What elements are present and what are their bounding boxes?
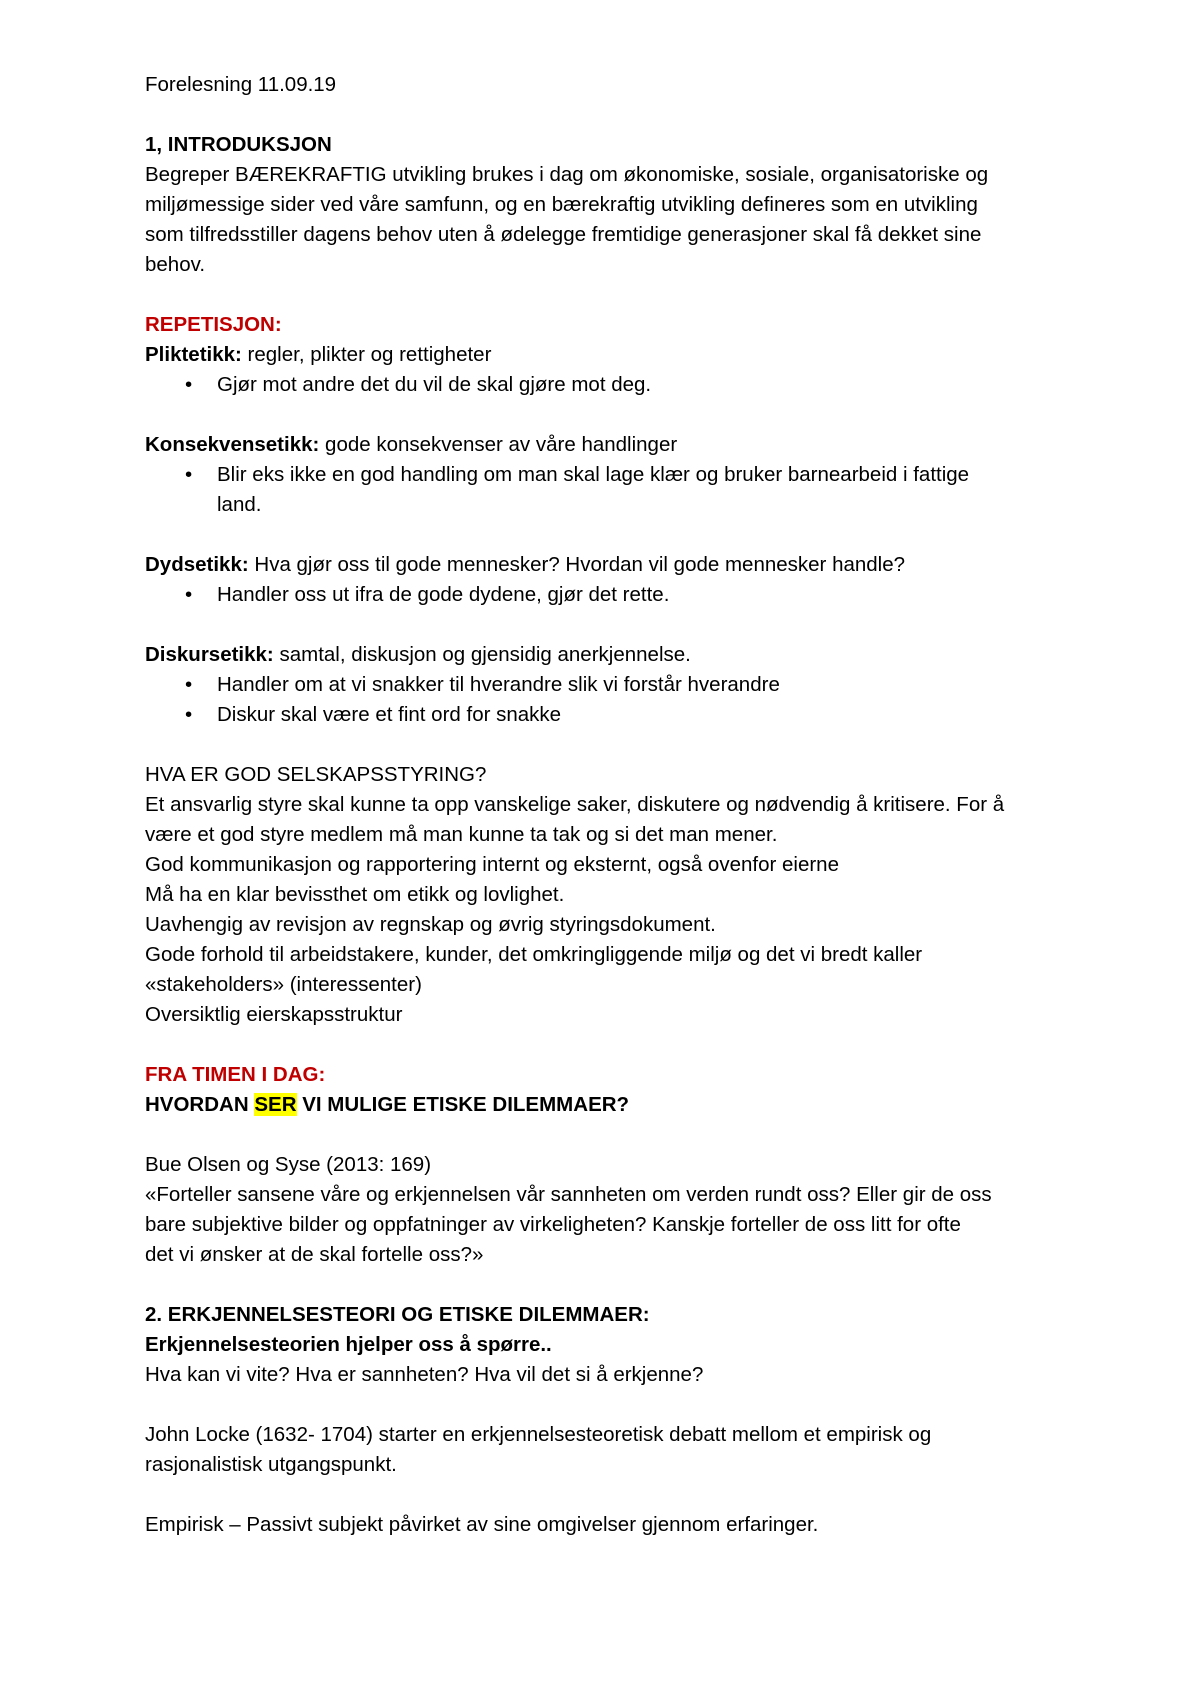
paragraph-line: Gode forhold til arbeidstakere, kunder, det omkringliggende miljø og det vi bredt kaller xyxy=(145,943,923,966)
spacer xyxy=(145,400,1085,430)
definition-text: regler, plikter og rettigheter xyxy=(241,343,492,366)
bullet-item-continued: land. xyxy=(217,493,262,516)
paragraph-line: Empirisk – Passivt subjekt påvirket av sine omgivelser gjennom erfaringer. xyxy=(145,1513,819,1536)
spacer xyxy=(145,1390,1085,1420)
paragraph-line: rasjonalistisk utgangspunkt. xyxy=(145,1453,397,1476)
term: Dydsetikk: xyxy=(145,553,249,576)
paragraph-line: behov. xyxy=(145,253,206,276)
section-heading-governance: HVA ER GOD SELSKAPSSTYRING? xyxy=(145,763,487,786)
definition-konsekvens xyxy=(145,430,1085,460)
definition-text: gode konsekvenser av våre handlinger xyxy=(319,433,678,456)
definition-diskurs xyxy=(145,640,1085,670)
document-title: Forelesning 11.09.19 xyxy=(145,73,337,96)
spacer xyxy=(145,520,1085,550)
definition-plikt xyxy=(145,340,1085,370)
bullet-item: • Gjør mot andre det du vil de skal gjøre mot deg. xyxy=(145,370,1085,400)
spacer xyxy=(145,610,1085,640)
bullet-icon: • xyxy=(185,463,193,486)
bullet-item: • Handler oss ut ifra de gode dydene, gjør det rette. xyxy=(145,580,1085,610)
today-question: HVORDAN SER VI MULIGE ETISKE DILEMMAER? xyxy=(145,1093,630,1116)
spacer xyxy=(145,1120,1085,1150)
paragraph-line: miljømessige sider ved våre samfunn, og en bærekraftig utvikling defineres som en utvikling xyxy=(145,193,978,216)
bullet-item: • Diskur skal være et fint ord for snakke xyxy=(145,700,1085,730)
quote-line: det vi ønsker at de skal fortelle oss?» xyxy=(145,1243,484,1266)
spacer xyxy=(145,1270,1085,1300)
paragraph-line: Et ansvarlig styre skal kunne ta opp vanskelige saker, diskutere og nødvendig å kritisere. For å xyxy=(145,793,1005,816)
quote-line: «Forteller sansene våre og erkjennelsen vår sannheten om verden rundt oss? Eller gir de oss xyxy=(145,1183,992,1206)
paragraph-line: Oversiktlig eierskapsstruktur xyxy=(145,1003,403,1026)
term: Konsekvensetikk: xyxy=(145,433,320,456)
bullet-item: • Handler om at vi snakker til hverandre slik vi forstår hverandre xyxy=(145,670,1085,700)
section-heading-intro: 1, INTRODUKSJON xyxy=(145,133,332,156)
spacer xyxy=(145,1480,1085,1510)
bullet-item: • Blir eks ikke en god handling om man skal lage klær og bruker barnearbeid i fattige xyxy=(145,460,1085,490)
paragraph-line: Hva kan vi vite? Hva er sannheten? Hva vil det si å erkjenne? xyxy=(145,1363,704,1386)
definition-text: Hva gjør oss til gode mennesker? Hvordan vil gode mennesker handle? xyxy=(248,553,906,576)
bullet-icon: • xyxy=(185,373,193,396)
paragraph-line: Må ha en klar bevissthet om etikk og lovlighet. xyxy=(145,883,565,906)
paragraph-line: John Locke (1632- 1704) starter en erkjennelsesteoretisk debatt mellom et empirisk og xyxy=(145,1423,932,1446)
quote-line: bare subjektive bilder og oppfatninger av virkeligheten? Kanskje forteller de oss litt for ofte xyxy=(145,1213,961,1236)
term: Pliktetikk: xyxy=(145,343,242,366)
section-heading-repetition: REPETISJON: xyxy=(145,313,282,336)
paragraph-line: Uavhengig av revisjon av regnskap og øvrig styringsdokument. xyxy=(145,913,716,936)
definition-dyd xyxy=(145,550,1085,580)
term: Diskursetikk: xyxy=(145,643,274,666)
definition-text: samtal, diskusjon og gjensidig anerkjennelse. xyxy=(273,643,691,666)
paragraph-line: «stakeholders» (interessenter) xyxy=(145,973,422,996)
section-heading-epistemology: 2. ERKJENNELSESTEORI OG ETISKE DILEMMAER: xyxy=(145,1303,650,1326)
spacer xyxy=(145,1030,1085,1060)
paragraph-line: som tilfredsstiller dagens behov uten å ødelegge fremtidige generasjoner skal få dekket sine xyxy=(145,223,982,246)
spacer xyxy=(145,280,1085,310)
bullet-icon: • xyxy=(185,583,193,606)
paragraph-line: være et god styre medlem må man kunne ta tak og si det man mener. xyxy=(145,823,778,846)
subheading: Erkjennelsesteorien hjelper oss å spørre.. xyxy=(145,1333,552,1356)
paragraph-line: God kommunikasjon og rapportering internt og eksternt, også ovenfor eierne xyxy=(145,853,839,876)
paragraph-line: Begreper BÆREKRAFTIG utvikling brukes i dag om økonomiske, sosiale, organisatoriske og xyxy=(145,163,989,186)
section-heading-today: FRA TIMEN I DAG: xyxy=(145,1063,326,1086)
bullet-icon: • xyxy=(185,703,193,726)
document-page xyxy=(145,70,1085,1540)
spacer xyxy=(145,100,1085,130)
highlighted-word: SER xyxy=(254,1093,297,1116)
spacer xyxy=(145,730,1085,760)
bullet-icon: • xyxy=(185,673,193,696)
citation: Bue Olsen og Syse (2013: 169) xyxy=(145,1153,432,1176)
